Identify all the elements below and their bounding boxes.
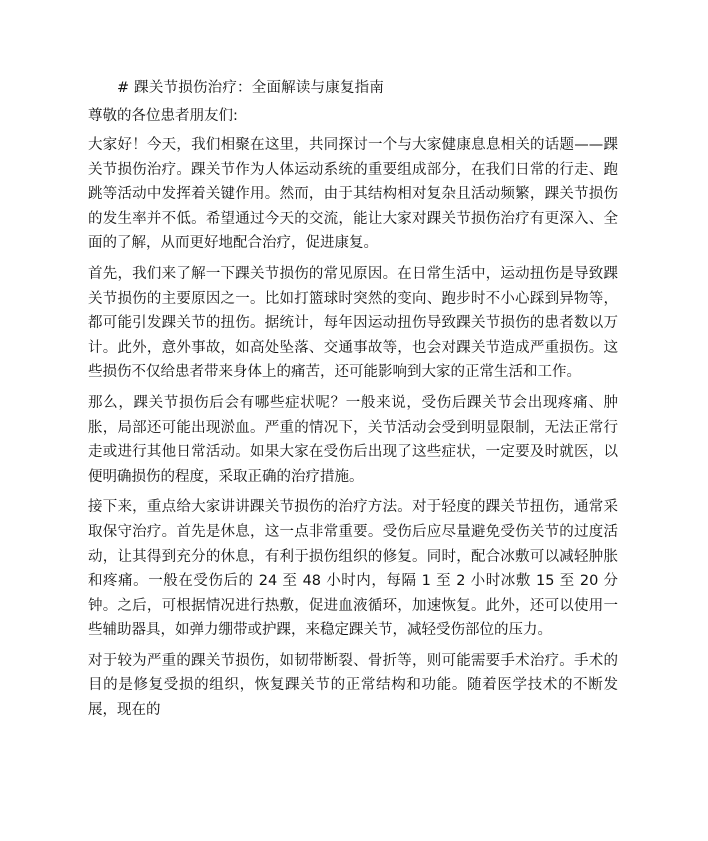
document-body (88, 106, 618, 729)
document-title: # 踝关节损伤治疗：全面解读与康复指南 (117, 80, 385, 96)
paragraph-causes: 首先，我们来了解一下踝关节损伤的常见原因。在日常生活中，运动扭伤是导致踝关节损伤的主要原因之一。比如打篮球时突然的变向、跑步时不小心踩到异物等，都可能引发踝关节的扭伤。据统计，每年因运动扭伤导致踝关节损伤的患者数以万计。此外，意外事故，如高处坠落、交通事故等，也会对踝关节造成严重损伤。这些损伤不仅给患者带来身体上的痛苦，还可能影响到大家的正常生活和工作。 (88, 265, 618, 381)
paragraph-symptoms: 那么，踝关节损伤后会有哪些症状呢？一般来说，受伤后踝关节会出现疼痛、肿胀，局部还可能出现淤血。严重的情况下，关节活动会受到明显限制，无法正常行走或进行其他日常活动。如果大家在受伤后出现了这些症状，一定要及时就医，以便明确损伤的程度，采取正确的治疗措施。 (88, 394, 618, 485)
salutation: 尊敬的各位患者朋友们: (88, 108, 238, 124)
paragraph-intro: 大家好！今天，我们相聚在这里，共同探讨一个与大家健康息息相关的话题——踝关节损伤治疗。踝关节作为人体运动系统的重要组成部分，在我们日常的行走、跑跳等活动中发挥着关键作用。然而，由于其结构相对复杂且活动频繁，踝关节损伤的发生率并不低。希望通过今天的交流，能让大家对踝关节损伤治疗有更深入、全面的了解，从而更好地配合治疗，促进康复。 (88, 137, 618, 252)
paragraph-surgical-treatment: 对于较为严重的踝关节损伤，如韧带断裂、骨折等，则可能需要手术治疗。手术的目的是修复受损的组织，恢复踝关节的正常结构和功能。随着医学技术的不断发展，现在的 (88, 652, 618, 719)
paragraph-conservative-treatment: 接下来，重点给大家讲讲踝关节损伤的治疗方法。对于轻度的踝关节扭伤，通常采取保守治疗。首先是休息，这一点非常重要。受伤后应尽量避免受伤关节的过度活动，让其得到充分的休息，有利于损伤组织的修复。同时，配合冰敷可以减轻肿胀和疼痛。一般在受伤后的 24 至 48 小时内，每隔 1 至 2 小时冰敷 15 至 20 分钟。之后，可根据情况进行热敷，促进血液循环，加速恢复。此外，还可以使用一些辅助器具，如弹力绷带或护踝，来稳定踝关节，减轻受伤部位的压力。 (88, 499, 618, 639)
